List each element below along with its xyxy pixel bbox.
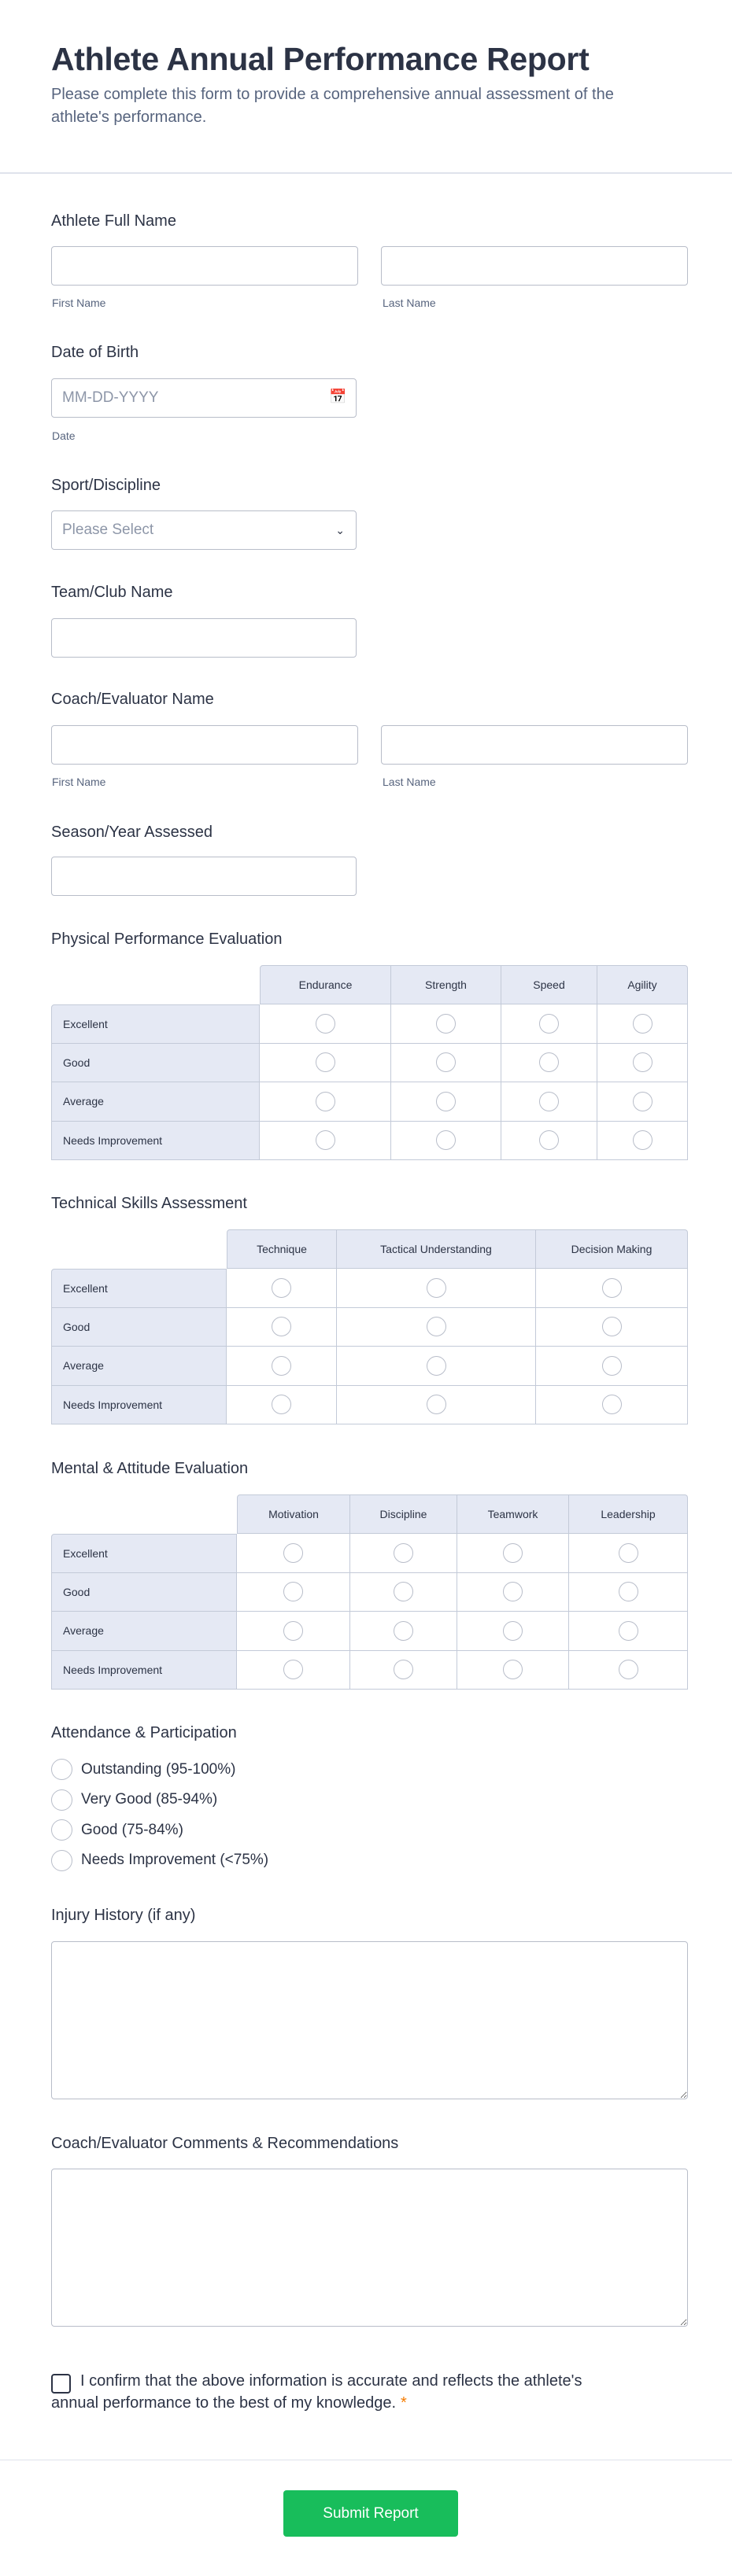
matrix-cell (501, 1122, 597, 1161)
matrix-label: Physical Performance Evaluation (51, 931, 283, 948)
matrix-cell (391, 1044, 501, 1083)
coach-last-name-input[interactable] (381, 725, 688, 765)
matrix-row-label: Good (51, 1573, 237, 1612)
matrix-cell (391, 1082, 501, 1122)
injury-label: Injury History (if any) (51, 1907, 196, 1924)
matrix-column-header: Agility (597, 965, 688, 1004)
matrix-radio[interactable] (316, 1014, 335, 1034)
matrix-cell (569, 1534, 688, 1573)
attendance-option[interactable] (51, 1789, 217, 1811)
matrix-radio[interactable] (316, 1052, 335, 1072)
matrix-cell (501, 1082, 597, 1122)
matrix-radio[interactable] (394, 1543, 413, 1563)
athlete-last-name-input[interactable] (381, 246, 688, 286)
rating-matrix (51, 1229, 688, 1424)
chevron-down-icon: ⌄ (335, 524, 345, 536)
matrix-radio[interactable] (272, 1356, 291, 1376)
attendance-option-label: Needs Improvement (<75%) (81, 1852, 269, 1868)
matrix-row-label: Excellent (51, 1269, 227, 1308)
matrix-radio[interactable] (633, 1130, 653, 1150)
matrix-radio[interactable] (436, 1052, 456, 1072)
matrix-cell (457, 1534, 569, 1573)
matrix-corner (51, 965, 260, 1004)
rating-matrix (51, 1494, 688, 1690)
matrix-radio[interactable] (619, 1582, 638, 1601)
matrix-row (51, 1534, 688, 1573)
matrix-row (51, 1612, 688, 1651)
matrix-row-label: Excellent (51, 1004, 260, 1044)
attendance-radio[interactable] (51, 1789, 72, 1811)
matrix-radio[interactable] (427, 1356, 446, 1376)
attendance-label: Attendance & Participation (51, 1724, 237, 1741)
matrix-row (51, 1308, 688, 1347)
season-label: Season/Year Assessed (51, 824, 213, 841)
athlete-first-name-input[interactable] (51, 246, 358, 286)
matrix-radio[interactable] (436, 1130, 456, 1150)
attendance-option-label: Outstanding (95-100%) (81, 1760, 236, 1778)
matrix-radio[interactable] (633, 1014, 653, 1034)
coach-label: Coach/Evaluator Name (51, 691, 214, 708)
matrix-radio[interactable] (633, 1052, 653, 1072)
matrix-cell (501, 1044, 597, 1083)
matrix-cell (337, 1269, 536, 1308)
attendance-option-label: Very Good (85-94%) (81, 1791, 218, 1808)
matrix-cell (337, 1347, 536, 1386)
matrix-cell (237, 1651, 350, 1690)
attendance-option[interactable] (51, 1759, 235, 1780)
matrix-cell (227, 1347, 337, 1386)
matrix-cell (536, 1308, 688, 1347)
header-divider (0, 172, 732, 174)
matrix-radio[interactable] (503, 1543, 523, 1563)
matrix-cell (237, 1573, 350, 1612)
matrix-cell (536, 1386, 688, 1425)
coach-first-name-sublabel: First Name (52, 776, 106, 788)
matrix-row-label: Good (51, 1308, 227, 1347)
attendance-option-label: Good (75-84%) (81, 1821, 183, 1838)
matrix-label: Technical Skills Assessment (51, 1195, 247, 1212)
matrix-cell (457, 1573, 569, 1612)
matrix-row (51, 1122, 688, 1161)
matrix-radio[interactable] (316, 1130, 335, 1150)
coach-first-name-input[interactable] (51, 725, 358, 765)
matrix-radio[interactable] (539, 1092, 559, 1111)
matrix-radio[interactable] (619, 1621, 638, 1641)
matrix-radio[interactable] (539, 1014, 559, 1034)
matrix-radio[interactable] (436, 1014, 456, 1034)
matrix-cell (260, 1122, 391, 1161)
matrix-cell (457, 1651, 569, 1690)
matrix-row-label: Good (51, 1044, 260, 1083)
matrix-column-header: Teamwork (457, 1494, 569, 1534)
coach-last-name-sublabel: Last Name (383, 776, 436, 788)
matrix-radio[interactable] (633, 1092, 653, 1111)
matrix-cell (569, 1573, 688, 1612)
matrix-column-header: Tactical Understanding (337, 1229, 536, 1269)
matrix-row (51, 1269, 688, 1308)
matrix-column-header: Endurance (260, 965, 391, 1004)
matrix-column-header: Strength (391, 965, 501, 1004)
matrix-cell (227, 1269, 337, 1308)
matrix-corner (51, 1494, 237, 1534)
confirm-label (51, 2370, 602, 2414)
matrix-cell (260, 1004, 391, 1044)
matrix-cell (391, 1122, 501, 1161)
matrix-corner (51, 1229, 227, 1269)
matrix-row-label: Average (51, 1347, 227, 1386)
matrix-radio[interactable] (539, 1052, 559, 1072)
required-mark: * (401, 2394, 407, 2412)
dob-label: Date of Birth (51, 344, 139, 361)
matrix-radio[interactable] (427, 1395, 446, 1414)
matrix-cell (569, 1612, 688, 1651)
matrix-radio[interactable] (394, 1660, 413, 1679)
matrix-cell (350, 1534, 457, 1573)
injury-textarea[interactable] (51, 1941, 688, 2099)
matrix-radio[interactable] (283, 1660, 303, 1679)
matrix-cell (597, 1122, 688, 1161)
matrix-row-label: Needs Improvement (51, 1122, 260, 1161)
matrix-radio[interactable] (272, 1317, 291, 1336)
matrix-column-header: Motivation (237, 1494, 350, 1534)
matrix-radio[interactable] (283, 1543, 303, 1563)
matrix-cell (227, 1308, 337, 1347)
matrix-row-label: Average (51, 1082, 260, 1122)
matrix-radio[interactable] (602, 1278, 622, 1298)
matrix-radio[interactable] (283, 1621, 303, 1641)
matrix-radio[interactable] (619, 1543, 638, 1563)
matrix-radio[interactable] (427, 1278, 446, 1298)
form-description: Please complete this form to provide a comprehensive annual assessment of the athlete's performance. (51, 86, 614, 126)
matrix-column-header: Speed (501, 965, 597, 1004)
matrix-cell (350, 1651, 457, 1690)
matrix-radio[interactable] (503, 1582, 523, 1601)
matrix-row-label: Needs Improvement (51, 1651, 237, 1690)
matrix-column-header: Leadership (569, 1494, 688, 1534)
season-input[interactable] (51, 857, 357, 896)
matrix-cell (597, 1004, 688, 1044)
submit-button[interactable]: Submit Report (283, 2490, 458, 2537)
matrix-radio[interactable] (427, 1317, 446, 1336)
form-title: Athlete Annual Performance Report (51, 41, 590, 77)
matrix-radio[interactable] (283, 1582, 303, 1601)
sport-select-value: Please Select (62, 521, 154, 538)
team-input[interactable] (51, 618, 357, 658)
last-name-sublabel: Last Name (383, 297, 436, 309)
matrix-cell (337, 1386, 536, 1425)
matrix-cell (350, 1573, 457, 1612)
dob-sublabel: Date (52, 429, 76, 442)
matrix-cell (536, 1269, 688, 1308)
matrix-radio[interactable] (272, 1395, 291, 1414)
matrix-cell (597, 1082, 688, 1122)
matrix-radio[interactable] (394, 1621, 413, 1641)
matrix-row-label: Excellent (51, 1534, 237, 1573)
matrix-column-header: Discipline (350, 1494, 457, 1534)
matrix-radio[interactable] (272, 1278, 291, 1298)
matrix-column-header: Decision Making (536, 1229, 688, 1269)
matrix-row-label: Average (51, 1612, 237, 1651)
matrix-cell (350, 1612, 457, 1651)
matrix-label: Mental & Attitude Evaluation (51, 1460, 249, 1477)
comments-label: Coach/Evaluator Comments & Recommendations (51, 2135, 399, 2152)
matrix-radio[interactable] (539, 1130, 559, 1150)
matrix-radio[interactable] (436, 1092, 456, 1111)
matrix-cell (337, 1308, 536, 1347)
confirm-text: I confirm that the above information is accurate and reflects the athlete's annual performance to the best of my knowledge. (51, 2372, 582, 2412)
sport-label: Sport/Discipline (51, 477, 161, 494)
matrix-cell (391, 1004, 501, 1044)
matrix-column-header: Technique (227, 1229, 337, 1269)
first-name-sublabel: First Name (52, 297, 106, 309)
calendar-icon[interactable]: 📅 (329, 389, 347, 404)
matrix-radio[interactable] (503, 1621, 523, 1641)
matrix-row (51, 1004, 688, 1044)
matrix-cell (597, 1044, 688, 1083)
matrix-radio[interactable] (602, 1356, 622, 1376)
matrix-cell (536, 1347, 688, 1386)
matrix-cell (260, 1044, 391, 1083)
matrix-cell (501, 1004, 597, 1044)
matrix-cell (227, 1386, 337, 1425)
matrix-cell (457, 1612, 569, 1651)
matrix-cell (237, 1534, 350, 1573)
matrix-row-label: Needs Improvement (51, 1386, 227, 1425)
attendance-radio[interactable] (51, 1819, 72, 1841)
matrix-radio[interactable] (394, 1582, 413, 1601)
matrix-row (51, 1044, 688, 1083)
matrix-row (51, 1347, 688, 1386)
attendance-radio[interactable] (51, 1850, 72, 1871)
attendance-radio[interactable] (51, 1759, 72, 1780)
athlete-name-label: Athlete Full Name (51, 212, 176, 230)
matrix-row (51, 1386, 688, 1425)
matrix-radio[interactable] (619, 1660, 638, 1679)
matrix-cell (237, 1612, 350, 1651)
matrix-row (51, 1573, 688, 1612)
attendance-option[interactable] (51, 1819, 183, 1841)
matrix-radio[interactable] (503, 1660, 523, 1679)
team-label: Team/Club Name (51, 584, 173, 601)
dob-input[interactable] (51, 378, 357, 418)
comments-textarea[interactable] (51, 2169, 688, 2327)
matrix-radio[interactable] (316, 1092, 335, 1111)
matrix-radio[interactable] (602, 1395, 622, 1414)
matrix-radio[interactable] (602, 1317, 622, 1336)
matrix-cell (569, 1651, 688, 1690)
attendance-option[interactable] (51, 1850, 268, 1871)
rating-matrix (51, 965, 688, 1160)
matrix-row (51, 1651, 688, 1690)
matrix-row (51, 1082, 688, 1122)
sport-select[interactable] (51, 510, 357, 550)
matrix-cell (260, 1082, 391, 1122)
